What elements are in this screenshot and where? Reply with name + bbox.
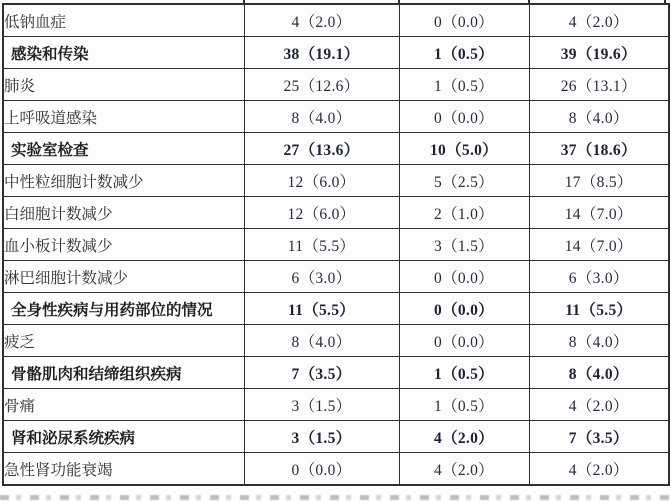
value-cell: 14（7.0） <box>529 229 669 261</box>
row-label: 中性粒细胞计数减少 <box>3 165 244 197</box>
value-cell: 3（1.5） <box>399 229 529 261</box>
adverse-events-table-body <box>3 4 669 485</box>
value-cell: 14（7.0） <box>529 197 669 229</box>
value-cell: 37（18.6） <box>529 133 669 165</box>
table-row <box>3 133 669 165</box>
row-label: 上呼吸道感染 <box>3 101 244 133</box>
row-label: 肾和泌尿系统疾病 <box>3 421 244 453</box>
table-row <box>3 421 669 453</box>
value-cell: 17（8.5） <box>529 165 669 197</box>
value-cell: 7（3.5） <box>244 357 399 389</box>
value-cell: 0（0.0） <box>399 325 529 357</box>
value-cell: 4（2.0） <box>244 4 399 37</box>
row-label: 白细胞计数减少 <box>3 197 244 229</box>
cutoff-text-remnant <box>0 495 671 500</box>
value-cell: 4（2.0） <box>529 389 669 421</box>
value-cell: 3（1.5） <box>244 389 399 421</box>
table-row <box>3 261 669 293</box>
value-cell: 11（5.5） <box>244 293 399 325</box>
value-cell: 11（5.5） <box>529 293 669 325</box>
row-label: 感染和传染 <box>3 37 244 69</box>
column-rule-stub <box>243 0 245 4</box>
value-cell: 10（5.0） <box>399 133 529 165</box>
value-cell: 1（0.5） <box>399 389 529 421</box>
value-cell: 8（4.0） <box>529 357 669 389</box>
row-label: 骨骼肌肉和结缔组织疾病 <box>3 357 244 389</box>
row-label: 全身性疾病与用药部位的情况 <box>3 293 244 325</box>
table-row <box>3 389 669 421</box>
value-cell: 8（4.0） <box>244 325 399 357</box>
value-cell: 38（19.1） <box>244 37 399 69</box>
table-row <box>3 229 669 261</box>
value-cell: 4（2.0） <box>399 453 529 486</box>
value-cell: 8（4.0） <box>529 325 669 357</box>
table-row <box>3 293 669 325</box>
value-cell: 11（5.5） <box>244 229 399 261</box>
value-cell: 25（12.6） <box>244 69 399 101</box>
value-cell: 12（6.0） <box>244 197 399 229</box>
column-rule-stub <box>664 0 666 4</box>
column-rule-stub <box>398 0 400 4</box>
table-row <box>3 4 669 37</box>
table-row <box>3 357 669 389</box>
table-row <box>3 165 669 197</box>
row-label: 骨痛 <box>3 389 244 421</box>
value-cell: 3（1.5） <box>244 421 399 453</box>
value-cell: 7（3.5） <box>529 421 669 453</box>
adverse-events-table <box>2 3 670 486</box>
value-cell: 1（0.5） <box>399 37 529 69</box>
value-cell: 5（2.5） <box>399 165 529 197</box>
column-rule-stub <box>528 0 530 4</box>
row-label: 血小板计数减少 <box>3 229 244 261</box>
value-cell: 6（3.0） <box>244 261 399 293</box>
value-cell: 0（0.0） <box>244 453 399 486</box>
value-cell: 0（0.0） <box>399 261 529 293</box>
row-label: 低钠血症 <box>3 4 244 37</box>
value-cell: 0（0.0） <box>399 293 529 325</box>
value-cell: 6（3.0） <box>529 261 669 293</box>
row-label: 淋巴细胞计数减少 <box>3 261 244 293</box>
value-cell: 1（0.5） <box>399 69 529 101</box>
table-row <box>3 453 669 486</box>
value-cell: 8（4.0） <box>244 101 399 133</box>
value-cell: 26（13.1） <box>529 69 669 101</box>
value-cell: 8（4.0） <box>529 101 669 133</box>
row-label: 急性肾功能衰竭 <box>3 453 244 486</box>
value-cell: 12（6.0） <box>244 165 399 197</box>
table-row <box>3 101 669 133</box>
row-label: 疲乏 <box>3 325 244 357</box>
value-cell: 27（13.6） <box>244 133 399 165</box>
value-cell: 2（1.0） <box>399 197 529 229</box>
value-cell: 39（19.6） <box>529 37 669 69</box>
value-cell: 4（2.0） <box>399 421 529 453</box>
value-cell: 4（2.0） <box>529 4 669 37</box>
row-label: 实验室检查 <box>3 133 244 165</box>
table-row <box>3 37 669 69</box>
value-cell: 0（0.0） <box>399 101 529 133</box>
value-cell: 4（2.0） <box>529 453 669 486</box>
value-cell: 0（0.0） <box>399 4 529 37</box>
table-row <box>3 197 669 229</box>
table-row <box>3 69 669 101</box>
row-label: 肺炎 <box>3 69 244 101</box>
table-row <box>3 325 669 357</box>
value-cell: 1（0.5） <box>399 357 529 389</box>
